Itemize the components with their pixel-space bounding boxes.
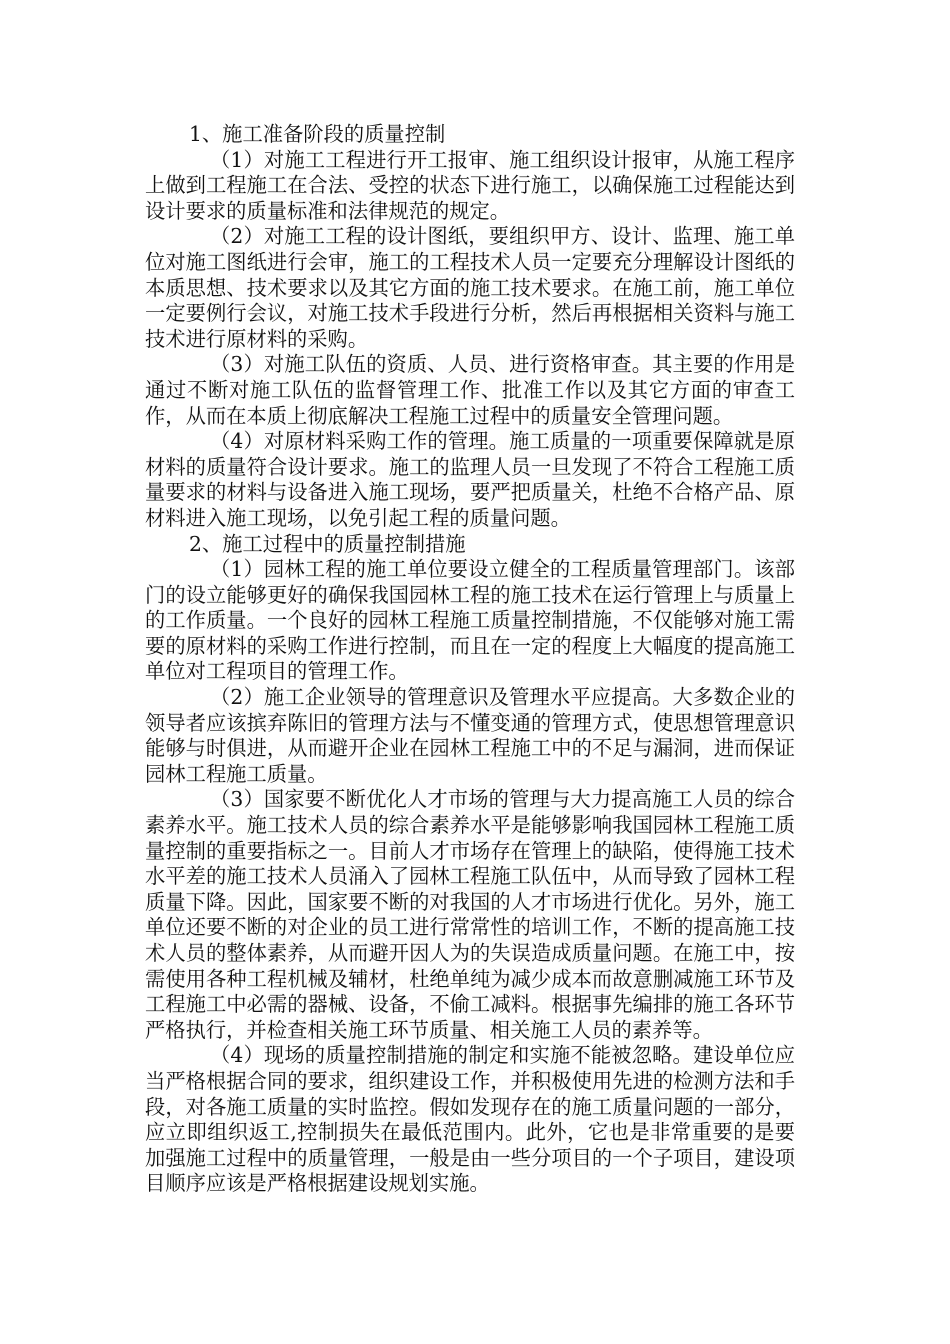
paragraph-2-4: （4）现场的质量控制措施的制定和实施不能被忽略。建设单位应当严格根据合同的要求，组织建设工作，并积极使用先进的检测方法和手段，对各施工质量的实时监控。假如发现存在的施工质量问题的一部分，应立即组织返工,控制损失在最低范围内。此外，它也是非常重要的是要加强施工过程中的质量管理，一般是由一些分项目的一个子项目，建设项目顺序应该是严格根据建设规划实施。 xyxy=(145,1043,795,1196)
section-heading-2: 2、施工过程中的质量控制措施 xyxy=(189,531,466,556)
paragraph-2-2: （2）施工企业领导的管理意识及管理水平应提高。大多数企业的领导者应该摈弃陈旧的管理方法与不懂变通的管理方式，使思想管理意识能够与时俱进，从而避开企业在园林工程施工中的不足与漏洞，进而保证园林工程施工质量。 xyxy=(145,685,795,786)
section-heading-1: 1、施工准备阶段的质量控制 xyxy=(189,122,446,146)
document-page xyxy=(145,122,795,1197)
paragraph-1-3: （3）对施工队伍的资质、人员、进行资格审查。其主要的作用是通过不断对施工队伍的监督管理工作、批准工作以及其它方面的审查工作，从而在本质上彻底解决工程施工过程中的质量安全管理问题。 xyxy=(145,352,795,428)
paragraph-1-2: （2）对施工工程的设计图纸，要组织甲方、设计、监理、施工单位对施工图纸进行会审，施工的工程技术人员一定要充分理解设计图纸的本质思想、技术要求以及其它方面的施工技术要求。在施工前，施工单位一定要例行会议，对施工技术手段进行分析，然后再根据相关资料与施工技术进行原材料的采购。 xyxy=(145,224,795,351)
paragraph-1-4: （4）对原材料采购工作的管理。施工质量的一项重要保障就是原材料的质量符合设计要求。施工的监理人员一旦发现了不符合工程施工质量要求的材料与设备进入施工现场，要严把质量关，杜绝不合格产品、原材料进入施工现场，以免引起工程的质量问题。 xyxy=(145,429,795,530)
paragraph-2-1: （1）园林工程的施工单位要设立健全的工程质量管理部门。该部门的设立能够更好的确保我国园林工程的施工技术在运行管理上与质量上的工作质量。一个良好的园林工程施工质量控制措施，不仅能够对施工需要的原材料的采购工作进行控制，而且在一定的程度上大幅度的提高施工单位对工程项目的管理工作。 xyxy=(145,557,795,684)
paragraph-2-3: （3）国家要不断优化人才市场的管理与大力提高施工人员的综合素养水平。施工技术人员的综合素养水平是能够影响我国园林工程施工质量控制的重要指标之一。目前人才市场存在管理上的缺陷，使得施工技术水平差的施工技术人员涌入了园林工程施工队伍中，从而导致了园林工程质量下降。因此，国家要不断的对我国的人才市场进行优化。另外，施工单位还要不断的对企业的员工进行常常性的培训工作，不断的提高施工技术人员的整体素养，从而避开因人为的失误造成质量问题。在施工中，按需使用各种工程机械及辅材，杜绝单纯为减少成本而故意删减施工环节及工程施工中必需的器械、设备，不偷工减料。根据事先编排的施工各环节严格执行，并检查相关施工环节质量、相关施工人员的素养等。 xyxy=(145,787,795,1042)
paragraph-1-1: （1）对施工工程进行开工报审、施工组织设计报审，从施工程序上做到工程施工在合法、受控的状态下进行施工，以确保施工过程能达到设计要求的质量标准和法律规范的规定。 xyxy=(145,147,795,223)
